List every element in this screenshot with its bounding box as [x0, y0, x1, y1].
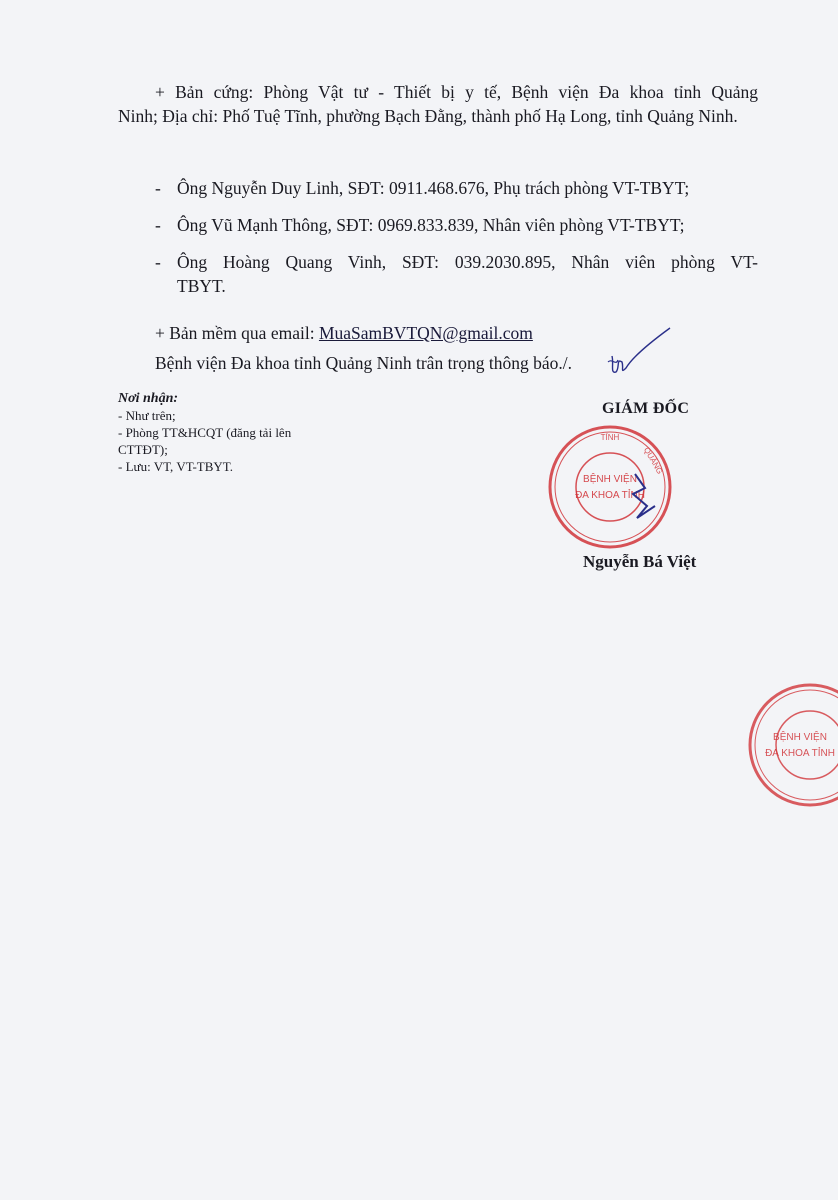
signer-title: GIÁM ĐỐC	[602, 400, 690, 417]
seal-ring-top: TỈNH	[600, 433, 620, 442]
recipients-heading: Nơi nhận:	[118, 391, 179, 406]
recipient-line: - Lưu: VT, VT-TBYT.	[118, 459, 234, 474]
recipients-block	[118, 390, 348, 475]
seal-line-1: BỆNH VIỆN	[583, 474, 637, 485]
email-link[interactable]: MuaSamBVTQN@gmail.com	[318, 323, 533, 343]
softcopy-prefix: + Bản mềm qua email:	[155, 323, 319, 343]
signer-name: Nguyễn Bá Việt	[583, 552, 697, 571]
seal-ring-right: QUẢNG	[641, 445, 665, 476]
list-dash: -	[155, 215, 161, 235]
closing-line: Bệnh viện Đa khoa tỉnh Quảng Ninh trân trọng thông báo./.	[155, 353, 573, 373]
recipient-line: - Phòng TT&HCQT (đăng tải lên	[118, 425, 292, 440]
contact-text-line-1: Ông Hoàng Quang Vinh, SĐT: 039.2030.895, Nhân viên phòng VT-	[177, 252, 758, 272]
partial-seal-line-1: BỆNH VIỆN	[773, 732, 827, 743]
official-seal-stamp	[545, 422, 675, 552]
hardcopy-line-1: + Bản cứng: Phòng Vật tư - Thiết bị y tế, Bệnh viện Đa khoa tỉnh Quảng	[155, 82, 758, 102]
list-dash: -	[155, 252, 161, 272]
recipient-line: CTTĐT);	[118, 442, 168, 457]
contact-text-line-2: TBYT.	[177, 276, 226, 296]
softcopy-line	[155, 321, 533, 345]
recipient-line: - Như trên;	[118, 408, 176, 423]
partial-seal-line-2: ĐA KHOA TỈNH	[765, 748, 835, 759]
list-dash: -	[155, 178, 161, 198]
contact-list	[155, 176, 758, 311]
partial-seal-stamp	[745, 680, 838, 810]
contact-item	[155, 250, 758, 298]
hardcopy-paragraph	[118, 80, 758, 128]
contact-text: Ông Nguyễn Duy Linh, SĐT: 0911.468.676, Phụ trách phòng VT-TBYT;	[177, 178, 690, 198]
contact-item	[155, 213, 758, 237]
hardcopy-line-rest: Ninh; Địa chỉ: Phố Tuệ Tĩnh, phường Bạch Đằng, thành phố Hạ Long, tỉnh Quảng Ninh.	[118, 106, 738, 126]
contact-item	[155, 176, 758, 200]
initial-signature	[598, 322, 678, 382]
seal-line-2: ĐA KHOA TỈNH	[575, 490, 645, 501]
contact-text: Ông Vũ Mạnh Thông, SĐT: 0969.833.839, Nhân viên phòng VT-TBYT;	[177, 215, 685, 235]
